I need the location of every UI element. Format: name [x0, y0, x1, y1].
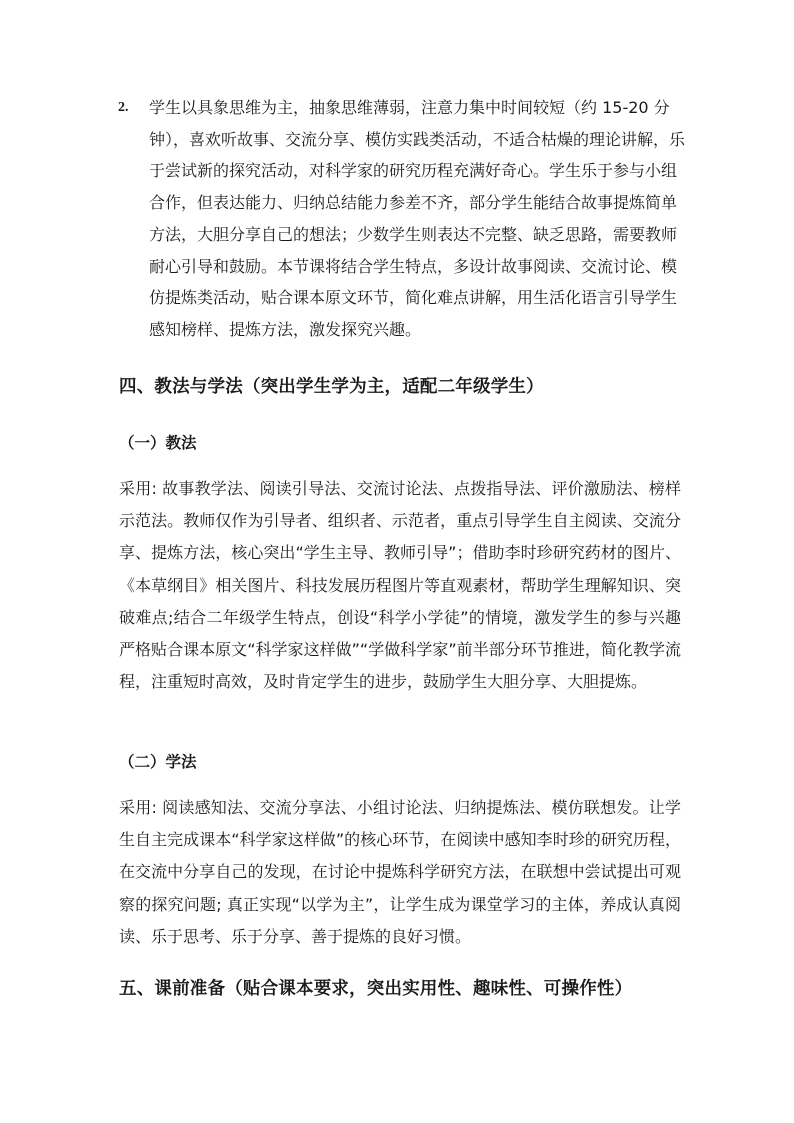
teaching-method-paragraph: 采用: 故事教学法、阅读引导法、交流讨论法、点拨指导法、评价激励法、榜样示范法。教师仅作为引导者、组织者、示范者，重点引导学生自主阅读、交流分享、提炼方法，核心突出“学生主导、教师引导”；借助李时珍研究药材的图片、《本草纲目》相关图片、科技发展历程图片等直观素材，帮助学生理解知识、突破难点;结合二年级学生特点，创设“科学小学徒”的情境，激发学生的参与兴趣 严格贴合课本原文“科学家这样做”“学做科学家”前半部分环节推进，简化教学流程，注重短时高效，及时肯定学生的进步，鼓励学生大胆分享、大胆提炼。: [119, 479, 681, 692]
learning-method-subheading: （二）学法: [119, 753, 197, 771]
list-item-number: 2.: [118, 100, 129, 115]
section-5-heading: 五、课前准备（贴合课本要求，突出实用性、趣味性、可操作性）: [119, 979, 633, 999]
list-item-2: [118, 92, 688, 346]
teaching-method-subheading: （一）教法: [119, 434, 197, 452]
section-4-heading: 四、教法与学法（突出学生学为主，适配二年级学生）: [119, 377, 544, 397]
learning-method-paragraph: 采用: 阅读感知法、交流分享法、小组讨论法、归纳提炼法、模仿联想发。让学生自主完成课本“科学家这样做”的核心环节，在阅读中感知李时珍的研究历程，在交流中分享自己的发现，在讨论中提炼科学研究方法，在联想中尝试提出可观察的探究问题; 真正实现“以学为主”，让学生成为课堂学习的主体，养成认真阅读、乐于思考、乐于分享、善于提炼的良好习惯。: [119, 798, 681, 946]
list-item-text: 学生以具象思维为主，抽象思维薄弱，注意力集中时间较短（约 15-20 分钟），喜欢听故事、交流分享、模仿实践类活动，不适合枯燥的理论讲解，乐于尝试新的探究活动，对科学家的研究历程充满好奇心。学生乐于参与小组合作，但表达能力、归纳总结能力参差不齐，部分学生能结合故事提炼简单方法，大胆分享自己的想法；少数学生则表达不完整、缺乏思路，需要教师耐心引导和鼓励。本节课将结合学生特点，多设计故事阅读、交流讨论、模仿提炼类活动，贴合课本原文环节，简化难点讲解，用生活化语言引导学生感知榜样、提炼方法，激发探究兴趣。: [149, 98, 686, 339]
